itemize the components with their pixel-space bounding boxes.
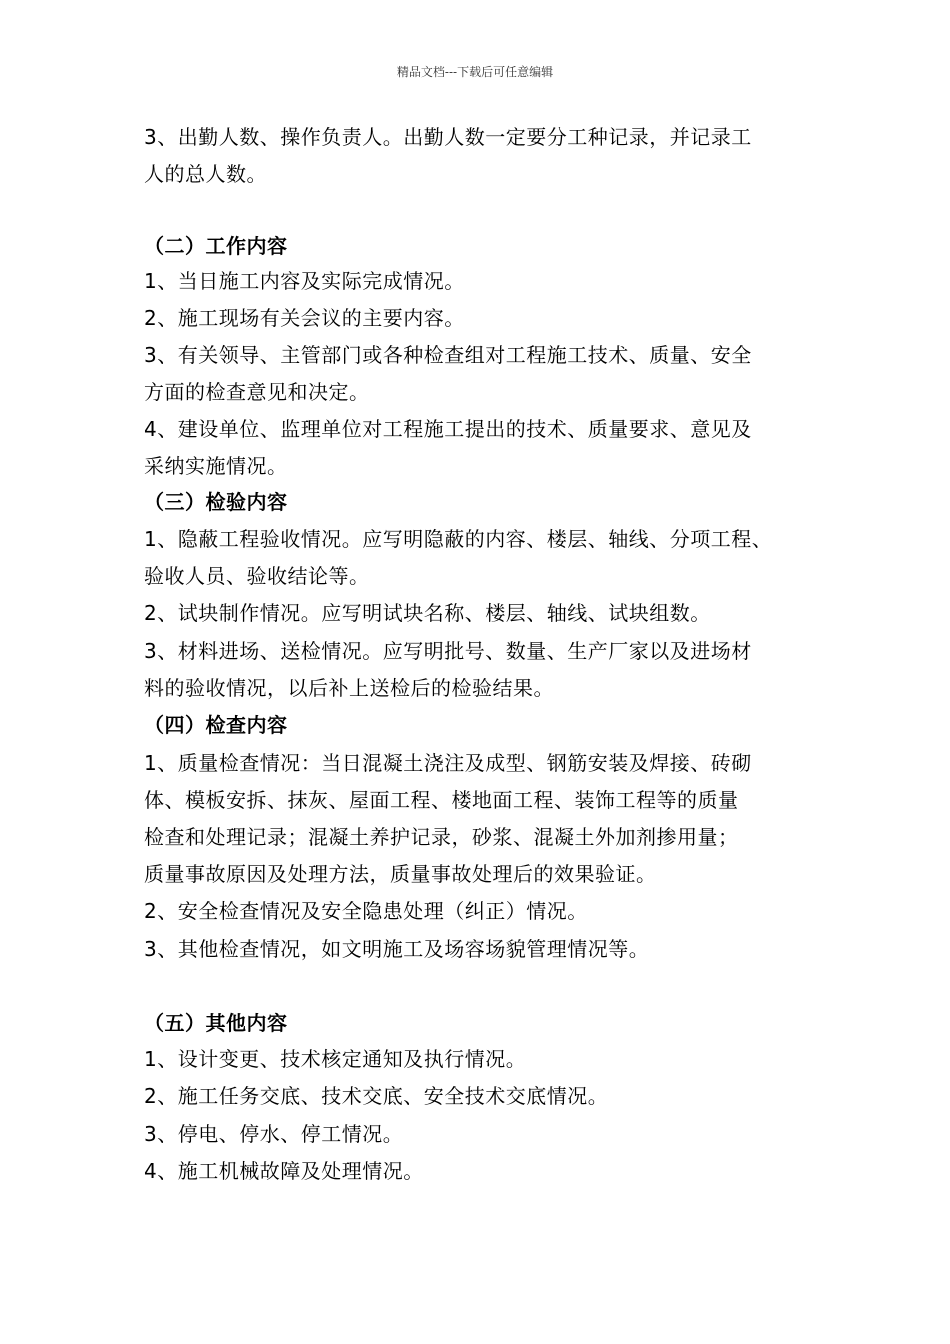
paragraph-line: 人的总人数。 [144,162,267,186]
paragraph-line: 验收人员、验收结论等。 [144,564,370,588]
paragraph-line: 4、施工机械故障及处理情况。 [144,1159,424,1183]
paragraph-line: 检查和处理记录；混凝土养护记录，砂浆、混凝土外加剂掺用量； [144,825,739,849]
paragraph-line: 1、当日施工内容及实际完成情况。 [144,269,465,293]
paragraph-line: 2、施工现场有关会议的主要内容。 [144,306,465,330]
section-heading: （三）检验内容 [144,490,288,514]
paragraph-line: 1、设计变更、技术核定通知及执行情况。 [144,1047,527,1071]
paragraph-line: 料的验收情况，以后补上送检后的检验结果。 [144,676,554,700]
paragraph-line: 3、有关领导、主管部门或各种检查组对工程施工技术、质量、安全 [144,343,752,367]
paragraph-line: 采纳实施情况。 [144,454,288,478]
paragraph-line: 1、质量检查情况：当日混凝土浇注及成型、钢筋安装及焊接、砖砌 [144,751,752,775]
section-heading: （五）其他内容 [144,1011,288,1035]
paragraph-line: 2、试块制作情况。应写明试块名称、楼层、轴线、试块组数。 [144,601,711,625]
paragraph-line: 方面的检查意见和决定。 [144,380,370,404]
paragraph-line: 2、安全检查情况及安全隐患处理（纠正）情况。 [144,899,588,923]
section-heading: （四）检查内容 [144,713,288,737]
paragraph-line: 3、材料进场、送检情况。应写明批号、数量、生产厂家以及进场材 [144,639,752,663]
section-heading: （二）工作内容 [144,234,288,258]
paragraph-line: 3、停电、停水、停工情况。 [144,1122,404,1146]
paragraph-line: 质量事故原因及处理方法，质量事故处理后的效果验证。 [144,862,657,886]
paragraph-line: 体、模板安拆、抹灰、屋面工程、楼地面工程、装饰工程等的质量 [144,788,739,812]
page-header: 精品文档---下载后可任意编辑 [396,65,554,79]
paragraph-line: 3、其他检查情况，如文明施工及场容场貌管理情况等。 [144,937,650,961]
paragraph-line: 2、施工任务交底、技术交底、安全技术交底情况。 [144,1084,609,1108]
paragraph-line: 1、隐蔽工程验收情况。应写明隐蔽的内容、楼层、轴线、分项工程、 [144,527,773,551]
paragraph-line: 3、出勤人数、操作负责人。出勤人数一定要分工种记录，并记录工 [144,125,752,149]
paragraph-line: 4、建设单位、监理单位对工程施工提出的技术、质量要求、意见及 [144,417,752,441]
